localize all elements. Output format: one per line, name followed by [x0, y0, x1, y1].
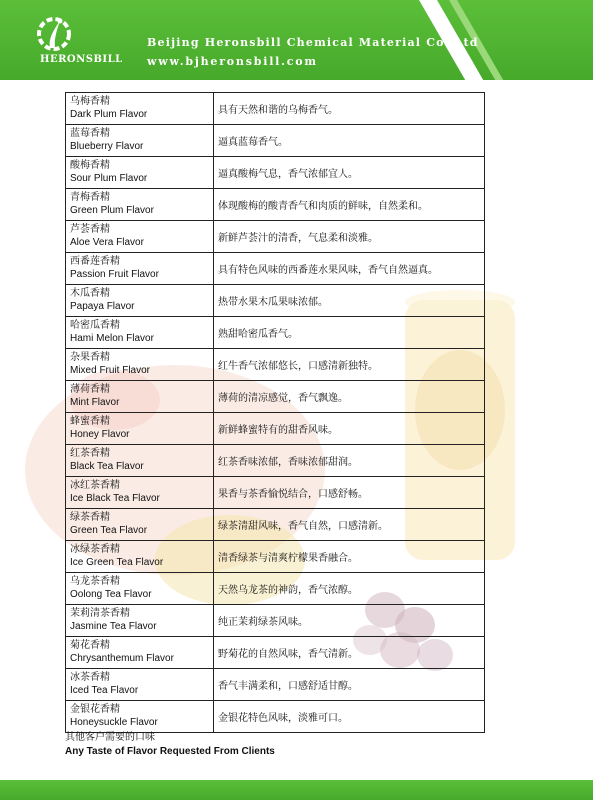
flavor-row: [66, 189, 485, 221]
flavor-row: [66, 157, 485, 189]
flavor-description: 清香绿茶与清爽柠檬果香融合。: [214, 541, 485, 573]
flavor-name-cell: [66, 349, 214, 381]
flavor-name-en: Hami Melon Flavor: [70, 333, 154, 344]
flavor-name-en: Iced Tea Flavor: [70, 685, 139, 696]
flavor-name-en: Passion Fruit Flavor: [70, 269, 159, 280]
flavor-description: 逼真蓝莓香气。: [214, 125, 485, 157]
flavor-table: [65, 92, 485, 733]
flavor-name-en: Jasmine Tea Flavor: [70, 621, 157, 632]
flavor-description: 果香与茶香愉悦结合，口感舒畅。: [214, 477, 485, 509]
flavor-row: [66, 541, 485, 573]
flavor-row: [66, 125, 485, 157]
flavor-name-cell: [66, 93, 214, 125]
flavor-name-cell: [66, 317, 214, 349]
flavor-name-zh: 冰红茶香精: [70, 480, 120, 491]
flavor-name-en: Mint Flavor: [70, 397, 120, 408]
flavor-name-cell: [66, 637, 214, 669]
flavor-name-cell: [66, 125, 214, 157]
flavor-row: [66, 637, 485, 669]
flavor-name-en: Blueberry Flavor: [70, 141, 144, 152]
flavor-name-cell: [66, 285, 214, 317]
flavor-row: [66, 669, 485, 701]
flavor-name-en: Aloe Vera Flavor: [70, 237, 144, 248]
flavor-name-en: Sour Plum Flavor: [70, 173, 148, 184]
flavor-description: 香气丰满柔和，口感舒适甘醇。: [214, 669, 485, 701]
flavor-row: [66, 701, 485, 733]
heron-logo-icon: [34, 14, 74, 58]
flavor-name-en: Ice Green Tea Flavor: [70, 557, 164, 568]
flavor-description: 绿茶清甜风味，香气自然，口感清新。: [214, 509, 485, 541]
flavor-description: 具有天然和谐的乌梅香气。: [214, 93, 485, 125]
flavor-name-cell: [66, 157, 214, 189]
company-website: www.bjheronsbill.com: [147, 55, 318, 68]
flavor-description: 体现酸梅的酸青香气和肉质的鲜味，自然柔和。: [214, 189, 485, 221]
flavor-name-en: Chrysanthemum Flavor: [70, 653, 174, 664]
flavor-name-cell: [66, 477, 214, 509]
flavor-name-cell: [66, 189, 214, 221]
flavor-name-zh: 乌龙茶香精: [70, 576, 120, 587]
flavor-description: 热带水果木瓜果味浓郁。: [214, 285, 485, 317]
flavor-description: 新鲜蜂蜜特有的甜香风味。: [214, 413, 485, 445]
flavor-name-cell: [66, 445, 214, 477]
flavor-row: [66, 445, 485, 477]
flavor-name-zh: 红茶香精: [70, 448, 110, 459]
flavor-description: 薄荷的清凉感觉，香气飘逸。: [214, 381, 485, 413]
flavor-description: 逼真酸梅气息，香气浓郁宜人。: [214, 157, 485, 189]
flavor-name-en: Green Plum Flavor: [70, 205, 154, 216]
flavor-description: 新鲜芦荟汁的清香，气息柔和淡雅。: [214, 221, 485, 253]
flavor-name-en: Papaya Flavor: [70, 301, 135, 312]
custom-flavor-note-zh: 其他客户需要的口味: [65, 732, 155, 743]
flavor-description: 红茶香味浓郁，香味浓郁甜润。: [214, 445, 485, 477]
flavor-row: [66, 381, 485, 413]
flavor-name-zh: 绿茶香精: [70, 512, 110, 523]
flavor-name-zh: 木瓜香精: [70, 288, 110, 299]
page-footer-bar: [0, 780, 593, 800]
flavor-description: 金银花特色风味，淡雅可口。: [214, 701, 485, 733]
flavor-name-zh: 冰绿茶香精: [70, 544, 120, 555]
flavor-name-zh: 青梅香精: [70, 192, 110, 203]
flavor-name-zh: 乌梅香精: [70, 96, 110, 107]
flavor-row: [66, 605, 485, 637]
flavor-name-cell: [66, 701, 214, 733]
company-name: Beijing Heronsbill Chemical Material Co.,Ltd: [147, 36, 479, 49]
flavor-name-cell: [66, 381, 214, 413]
flavor-name-en: Green Tea Flavor: [70, 525, 148, 536]
flavor-name-cell: [66, 573, 214, 605]
flavor-description: 熟甜哈密瓜香气。: [214, 317, 485, 349]
flavor-name-zh: 茉莉清茶香精: [70, 608, 130, 619]
flavor-name-cell: [66, 541, 214, 573]
flavor-description: 具有特色风味的西番莲水果风味，香气自然逼真。: [214, 253, 485, 285]
flavor-name-cell: [66, 413, 214, 445]
flavor-row: [66, 317, 485, 349]
flavor-row: [66, 285, 485, 317]
flavor-name-zh: 冰茶香精: [70, 672, 110, 683]
flavor-name-en: Mixed Fruit Flavor: [70, 365, 151, 376]
flavor-name-cell: [66, 253, 214, 285]
flavor-name-zh: 蜂蜜香精: [70, 416, 110, 427]
flavor-name-cell: [66, 605, 214, 637]
flavor-name-zh: 杂果香精: [70, 352, 110, 363]
flavor-name-cell: [66, 509, 214, 541]
flavor-name-zh: 芦荟香精: [70, 224, 110, 235]
flavor-name-zh: 金银花香精: [70, 704, 120, 715]
flavor-name-cell: [66, 221, 214, 253]
flavor-description: 红牛香气浓郁悠长，口感清新独特。: [214, 349, 485, 381]
flavor-name-en: Dark Plum Flavor: [70, 109, 148, 120]
flavor-name-zh: 哈密瓜香精: [70, 320, 120, 331]
flavor-row: [66, 221, 485, 253]
flavor-name-en: Oolong Tea Flavor: [70, 589, 152, 600]
flavor-name-zh: 菊花香精: [70, 640, 110, 651]
flavor-row: [66, 253, 485, 285]
flavor-row: [66, 573, 485, 605]
flavor-row: [66, 509, 485, 541]
flavor-row: [66, 413, 485, 445]
flavor-description: 纯正茉莉绿茶风味。: [214, 605, 485, 637]
flavor-description: 天然乌龙茶的神韵，香气浓醇。: [214, 573, 485, 605]
logo-text: HERONSBILL: [40, 54, 123, 65]
flavor-row: [66, 349, 485, 381]
flavor-name-zh: 西番莲香精: [70, 256, 120, 267]
flavor-name-en: Ice Black Tea Flavor: [70, 493, 160, 504]
custom-flavor-note-en: Any Taste of Flavor Requested From Clients: [65, 746, 275, 757]
flavor-name-en: Black Tea Flavor: [70, 461, 144, 472]
flavor-name-en: Honey Flavor: [70, 429, 130, 440]
flavor-description: 野菊花的自然风味，香气清新。: [214, 637, 485, 669]
flavor-name-en: Honeysuckle Flavor: [70, 717, 158, 728]
flavor-row: [66, 477, 485, 509]
page-header: [0, 0, 593, 80]
flavor-name-cell: [66, 669, 214, 701]
flavor-row: [66, 93, 485, 125]
flavor-name-zh: 蓝莓香精: [70, 128, 110, 139]
custom-flavor-note: [65, 731, 275, 759]
flavor-name-zh: 薄荷香精: [70, 384, 110, 395]
flavor-name-zh: 酸梅香精: [70, 160, 110, 171]
